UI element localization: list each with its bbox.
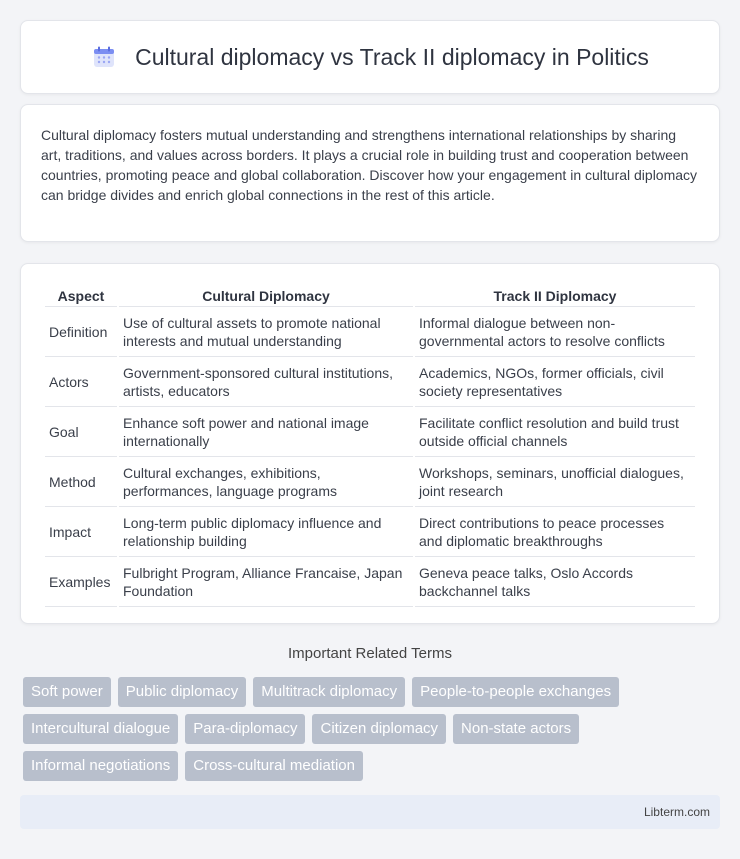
header-aspect: Aspect [45,282,117,307]
intro-text: Cultural diplomacy fosters mutual understanding and strengthens international relationships by sharing art, traditions, and values across borders. It plays a crucial role in building trust and cooperation between countries, promoting peace and global collaboration. Discover how your engagement in cultural diplomacy can bridge divides and enrich global connections in the rest of this article. [41,127,698,203]
row-cultural-cell: Long-term public diplomacy influence and relationship building [119,507,413,557]
intro-card [20,104,720,242]
related-terms-list [23,677,723,781]
related-term-tag[interactable]: Multitrack diplomacy [253,677,405,707]
comparison-table [43,282,697,607]
row-cultural-cell: Use of cultural assets to promote national interests and mutual understanding [119,307,413,357]
related-term-tag[interactable]: Public diplomacy [118,677,247,707]
related-terms-title: Important Related Terms [288,645,452,662]
related-term-tag[interactable]: Informal negotiations [23,751,178,781]
row-track-ii-cell: Academics, NGOs, former officials, civil society representatives [415,357,695,407]
header-card [20,20,720,94]
page-title: Cultural diplomacy vs Track II diplomacy in Politics [135,43,649,70]
row-aspect: Impact [45,507,117,557]
row-aspect: Examples [45,557,117,607]
table-header-row [45,282,695,307]
row-cultural-cell: Fulbright Program, Alliance Francaise, Japan Foundation [119,557,413,607]
related-term-tag[interactable]: Non-state actors [453,714,579,744]
related-term-tag[interactable]: Para-diplomacy [185,714,305,744]
header-track-ii-diplomacy: Track II Diplomacy [415,282,695,307]
row-track-ii-cell: Workshops, seminars, unofficial dialogues, joint research [415,457,695,507]
table-row [45,307,695,357]
table-row [45,407,695,457]
row-aspect: Goal [45,407,117,457]
footer [20,795,720,829]
table-row [45,557,695,607]
row-track-ii-cell: Direct contributions to peace processes and diplomatic breakthroughs [415,507,695,557]
row-cultural-cell: Enhance soft power and national image internationally [119,407,413,457]
table-row [45,457,695,507]
table-row [45,357,695,407]
footer-brand-link[interactable]: Libterm.com [643,805,710,819]
related-term-tag[interactable]: Soft power [23,677,111,707]
related-term-tag[interactable]: People-to-people exchanges [412,677,619,707]
row-cultural-cell: Government-sponsored cultural institutions, artists, educators [119,357,413,407]
calendar-icon [91,44,117,70]
row-aspect: Method [45,457,117,507]
comparison-table-card [20,263,720,624]
header-cultural-diplomacy: Cultural Diplomacy [119,282,413,307]
related-term-tag[interactable]: Citizen diplomacy [312,714,446,744]
row-aspect: Definition [45,307,117,357]
related-term-tag[interactable]: Cross-cultural mediation [185,751,363,781]
related-term-tag[interactable]: Intercultural dialogue [23,714,178,744]
row-track-ii-cell: Geneva peace talks, Oslo Accords backchannel talks [415,557,695,607]
row-track-ii-cell: Informal dialogue between non-governmental actors to resolve conflicts [415,307,695,357]
table-row [45,507,695,557]
row-aspect: Actors [45,357,117,407]
row-track-ii-cell: Facilitate conflict resolution and build trust outside official channels [415,407,695,457]
row-cultural-cell: Cultural exchanges, exhibitions, performances, language programs [119,457,413,507]
